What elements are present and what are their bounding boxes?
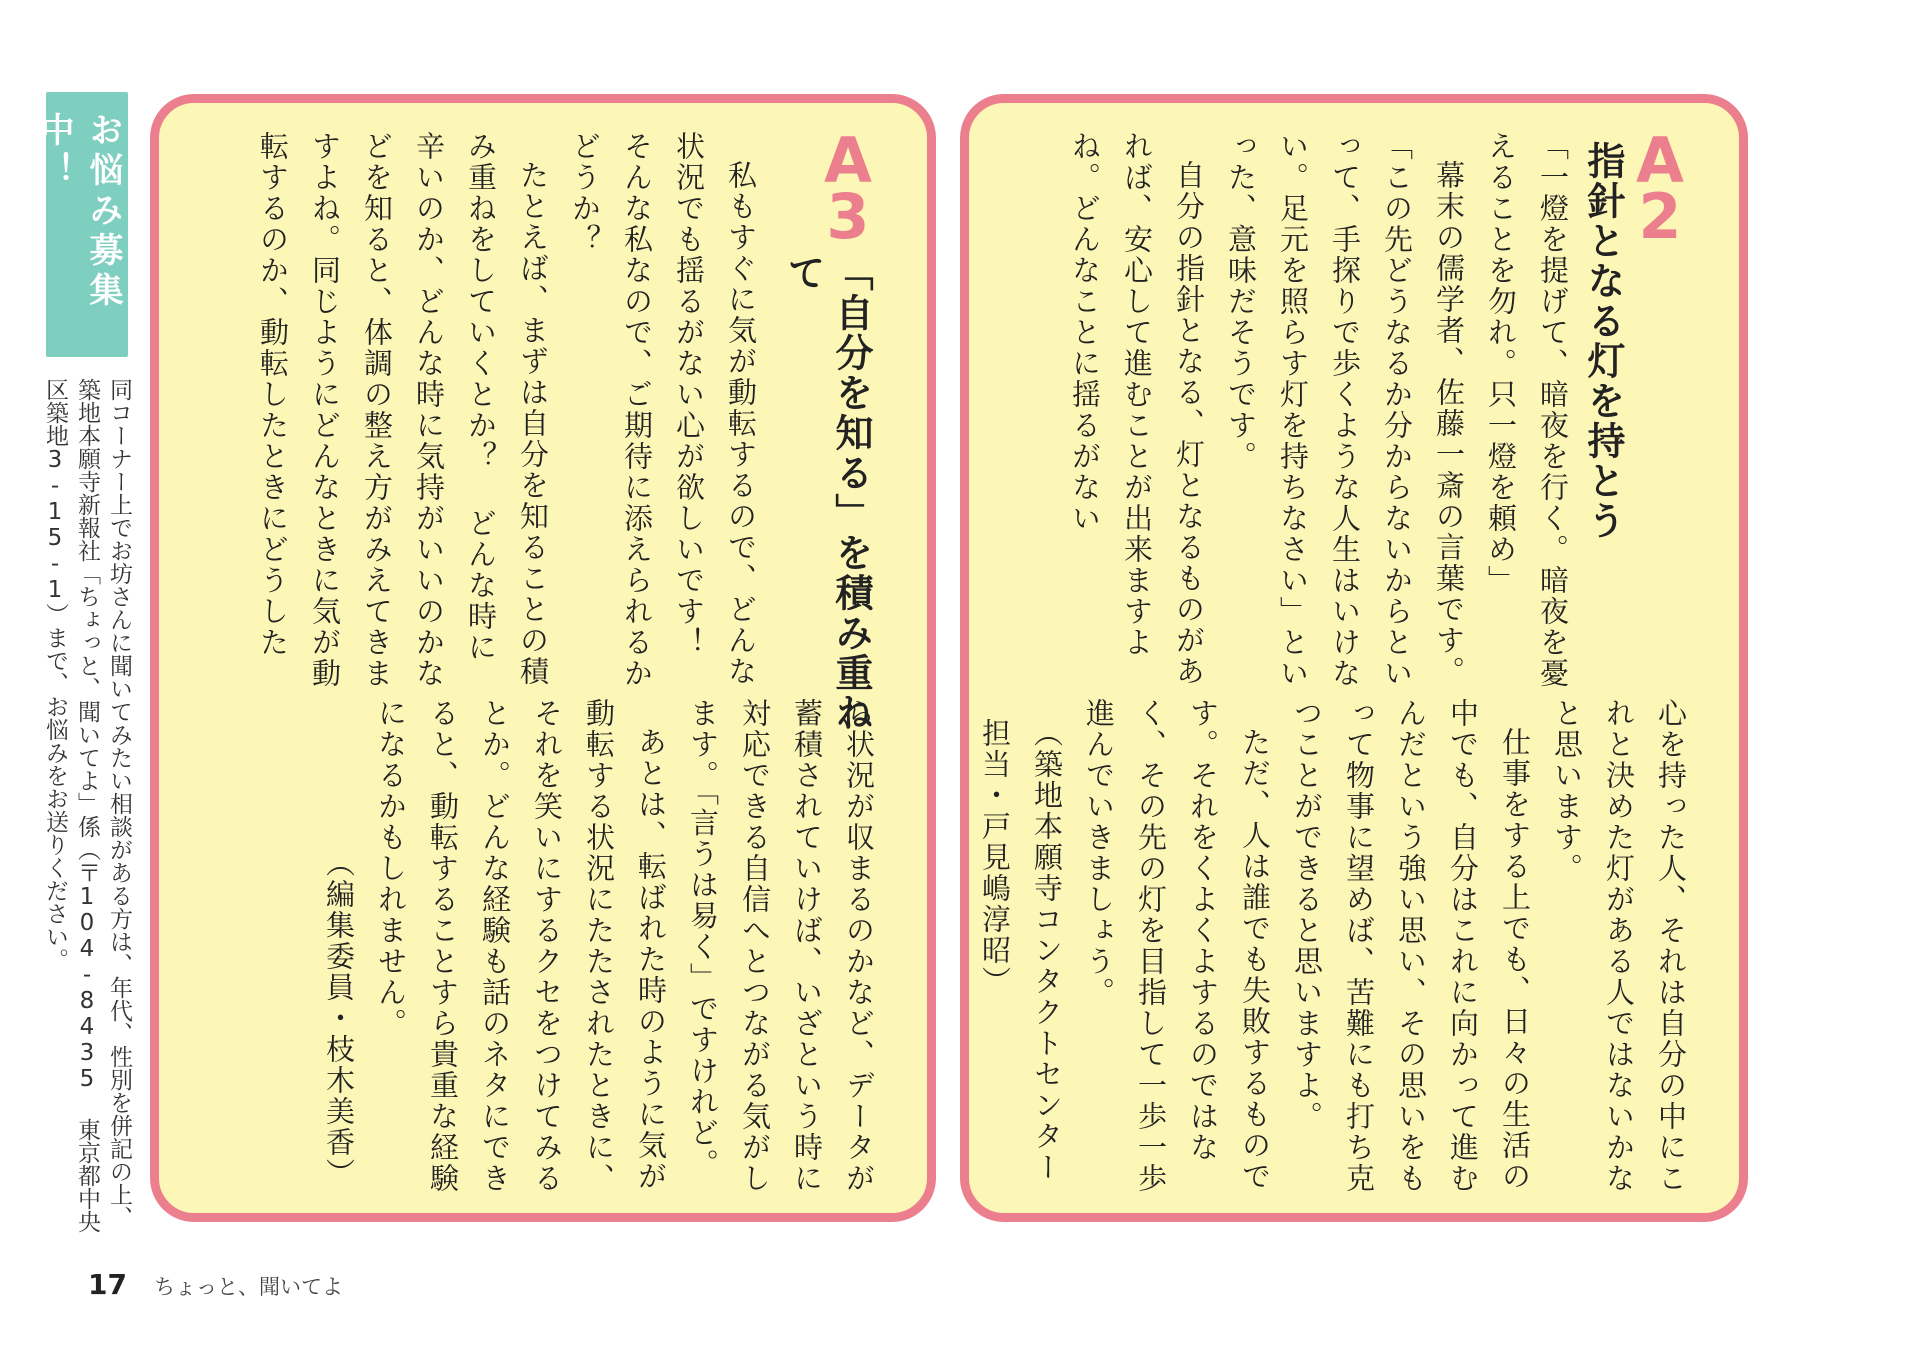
answer-body-bottom <box>322 698 885 1198</box>
paragraph: たとえば、まずは自分を知ることの積み重ねをしていくとか？ どんな時に辛いのか、どんな時に気持がいいのかなどを知ると、体調の整え方がみえてきますよね。同じようにどんなときに気が動転するのか、動転したときにどうした <box>256 131 550 689</box>
answer-body-bottom <box>978 698 1697 1214</box>
paragraph: 自分の指針となる、灯となるものがあれば、安心して進むことが出来ますよね。どんなことに揺るがない <box>1068 131 1206 687</box>
answer-label-a3 <box>813 124 883 253</box>
author-signature: （編集委員・枝木美香） <box>322 848 356 1189</box>
running-head: ちょっと、聞いてよ <box>154 1275 344 1299</box>
page-number: 17 <box>88 1268 127 1301</box>
paragraph: 幕末の儒学者、佐藤一斎の言葉です。 <box>1432 160 1466 687</box>
answer-body-top <box>1009 131 1579 691</box>
answer-panel-a3 <box>150 94 936 1222</box>
page-footer <box>88 1268 343 1301</box>
answer-letter: A <box>824 124 872 197</box>
answer-panel-a2 <box>960 94 1748 1222</box>
paragraph: 仕事をする上でも、日々の生活の中でも、自分はこれに向かって進むんだという強い思い、その思いをもって物事に望めば、苦難にも打ち克つことができると思いますよ。 <box>1290 698 1532 1194</box>
paragraph: 「この先どうなるか分からないからといって、手探りで歩くような人生はいけない。足元を照らす灯を持ちなさい」といった、意味だそうです。 <box>1224 131 1414 689</box>
answer-title: 指針となる灯を持とう <box>1581 141 1626 541</box>
paragraph: あとは、転ばれた時のように気が動転する状況にたたされたときに、それを笑いにするクセをつけてみるとか。どんな経験も話のネタにできると、動転することすら貴重な経験になるかもしれません。 <box>374 698 668 1194</box>
answer-number: 3 <box>826 180 870 253</box>
paragraph: 心を持った人、それは自分の中にこれと決めた灯がある人ではないかなと思います。 <box>1550 698 1688 1194</box>
answer-label-a2 <box>1625 124 1695 253</box>
answer-title: 「自分を知る」を積み重ねて <box>781 253 874 733</box>
author-signature: （築地本願寺コンタクトセンター 担当・戸見嶋淳昭） <box>978 718 1064 1214</box>
submission-note: 同コーナー上でお坊さんに聞いてみたい相談がある方は、年代、性別を併記の上、築地本願寺新報社「ちょっと、聞いてよ」係（〒104-8435 東京都中央区築地3-15-1）まで、お悩みをお送りください。 <box>42 378 132 1233</box>
paragraph: 私もすぐに気が動転するので、どんな状況でも揺るがない心が欲しいです！ そんな私なので、ご期待に添えられるかどうか？ <box>568 131 758 689</box>
paragraph: ら状況が収まるのかなど、データが蓄積されていけば、いざという時に対応できる自信へとつながる気がします。「言うは易く」ですけれど。 <box>686 698 876 1194</box>
answer-number: 2 <box>1638 180 1682 253</box>
recruitment-tab: お悩み募集中！ <box>46 92 128 357</box>
answer-letter: A <box>1636 124 1684 197</box>
answer-body-top <box>207 131 767 691</box>
paragraph: ただ、人は誰でも失敗するものです。それをくよくよするのではなく、その先の灯を目指して一歩一歩進んでいきましょう。 <box>1082 698 1272 1194</box>
paragraph: 「一燈を提げて、暗夜を行く。暗夜を憂えることを勿れ。只一燈を頼め」 <box>1484 131 1570 689</box>
